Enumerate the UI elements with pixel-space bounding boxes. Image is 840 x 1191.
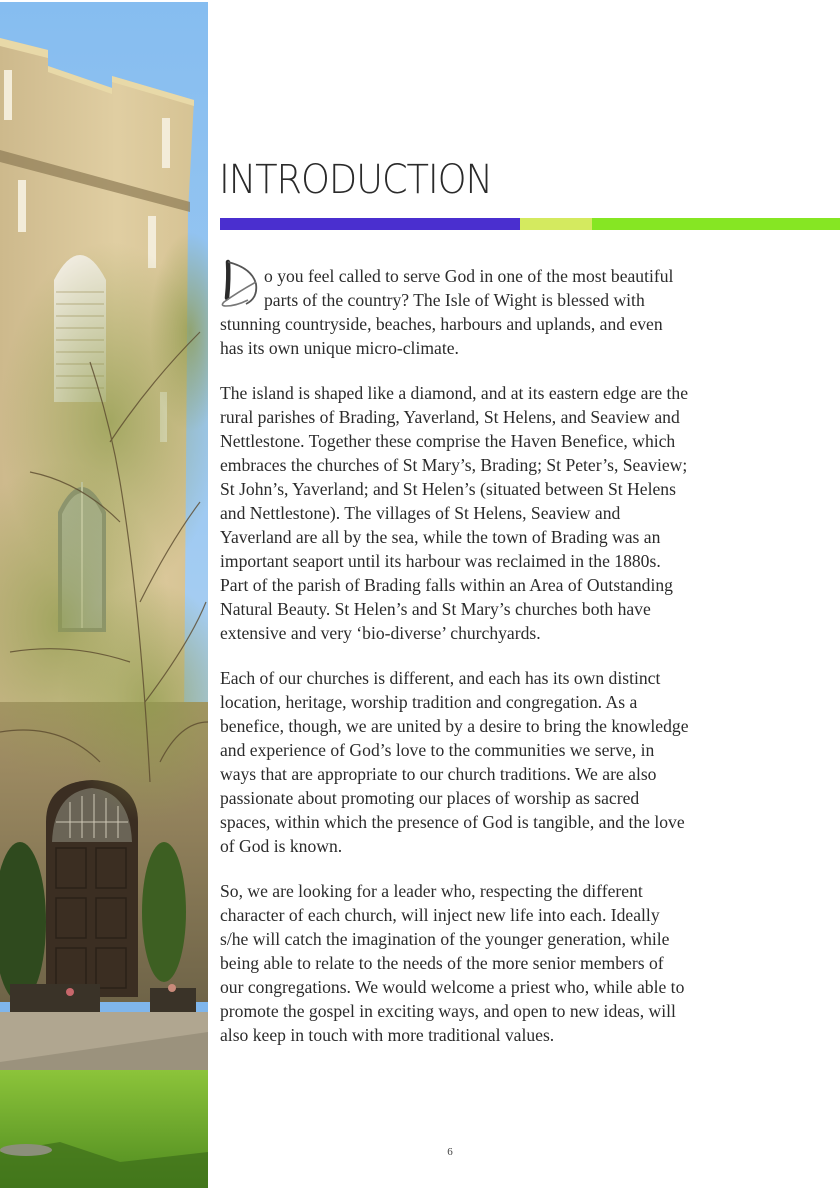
paragraph-1 (220, 264, 690, 360)
body-text (220, 264, 690, 1068)
title-color-rule (220, 218, 840, 230)
page-number: 6 (447, 1146, 453, 1158)
rule-segment-light-green (520, 218, 592, 230)
page-title: INTRODUCTION (219, 157, 492, 203)
rule-segment-green (592, 218, 840, 230)
paragraph-2: The island is shaped like a diamond, and at its eastern edge are the rural parishes of Brading, Yaverland, St Helens, and Seaview and Nettlestone. Together these comprise the Haven Benefice, which embraces the churches of St Mary’s, Brading; St Peter’s, Seaview; St John’s, Yaverland; and St Helen’s (situated between St Helens and Nettlestone). The villages of St Helens, Seaview and Yaverland are all by the sea, while the town of Brading was an important seaport until its harbour was reclaimed in the 1880s. Part of the parish of Brading falls within an Area of Outstanding Natural Beauty. St Helen’s and St Mary’s churches both have extensive and very ‘bio-diverse’ churchyards. (220, 383, 689, 643)
paragraph-1-text: o you feel called to serve God in one of the most beautiful parts of the country? The Isle of Wight is blessed with stunning countryside, beaches, harbours and uplands, and even has its own unique micro-climate. (220, 266, 674, 358)
paragraph-3: Each of our churches is different, and each has its own distinct location, heritage, worship tradition and congregation. As a benefice, though, we are united by a desire to bring the knowledge and experience of God’s love to the communities we serve, in ways that are appropriate to our church traditions. We are also passionate about promoting our places of worship as sacred spaces, within which the presence of God is tangible, and the love of God is known. (220, 668, 689, 856)
paragraph-4: So, we are looking for a leader who, respecting the different character of each church, will inject new life into each. Ideally s/he will catch the imagination of the younger generation, while being able to relate to the needs of the more senior members of our congregations. We would welcome a priest who, while able to promote the gospel in exciting ways, and open to new ideas, will also keep in touch with more traditional values. (220, 881, 685, 1045)
church-tower-photo (0, 2, 208, 1188)
dropcap-d-icon (218, 258, 262, 306)
rule-segment-purple (220, 218, 520, 230)
